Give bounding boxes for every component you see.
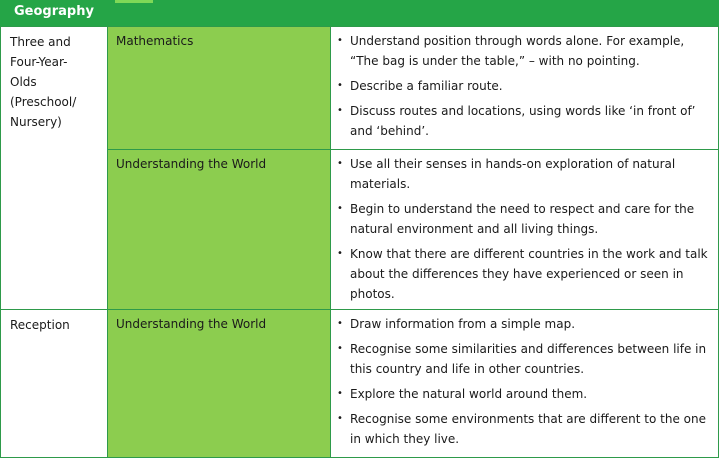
- age-group-line: Nursery): [10, 115, 62, 129]
- learning-area-label: Understanding the World: [116, 157, 267, 171]
- goal-item: • Discuss routes and locations, using words like ‘in front of’ and ‘behind’.: [337, 101, 714, 141]
- learning-area-cell: [108, 310, 331, 458]
- learning-area-cell: [108, 27, 331, 150]
- goals-cell: [331, 310, 719, 458]
- table-row: [1, 310, 719, 458]
- title-bar: [0, 0, 719, 27]
- age-group-line: (Preschool/: [10, 95, 77, 109]
- goals-cell: [331, 150, 719, 310]
- learning-area-label: Mathematics: [116, 34, 194, 48]
- learning-area-label: Understanding the World: [116, 317, 267, 331]
- goal-item: • Recognise some environments that are different to the one in which they live.: [337, 409, 714, 449]
- title-tab-accent: [115, 0, 153, 3]
- section-title: Geography: [14, 4, 94, 19]
- age-group-cell: [1, 310, 108, 458]
- age-group-line: Four-Year-: [10, 55, 68, 69]
- goals-cell: [331, 27, 719, 150]
- goal-item: • Recognise some similarities and differences between life in this country and life in other countries.: [337, 339, 714, 379]
- curriculum-table: [0, 26, 719, 458]
- goal-item: • Draw information from a simple map.: [337, 314, 714, 334]
- goals-list: [337, 154, 714, 304]
- age-group-line: Three and: [10, 35, 71, 49]
- goals-list: [337, 31, 714, 141]
- goal-item: • Describe a familiar route.: [337, 76, 714, 96]
- age-group-line: Olds: [10, 75, 37, 89]
- age-group-cell: [1, 27, 108, 310]
- goal-item: • Begin to understand the need to respect and care for the natural environment and all living things.: [337, 199, 714, 239]
- goal-item: • Understand position through words alone. For example, “The bag is under the table,” – with no pointing.: [337, 31, 714, 71]
- table-row: [1, 27, 719, 150]
- goals-list: [337, 314, 714, 449]
- learning-area-cell: [108, 150, 331, 310]
- goal-item: • Know that there are different countries in the work and talk about the differences they have experienced or seen in photos.: [337, 244, 714, 304]
- goal-item: • Explore the natural world around them.: [337, 384, 714, 404]
- goal-item: • Use all their senses in hands-on exploration of natural materials.: [337, 154, 714, 194]
- table-row: [1, 150, 719, 310]
- age-group-line: Reception: [10, 318, 70, 332]
